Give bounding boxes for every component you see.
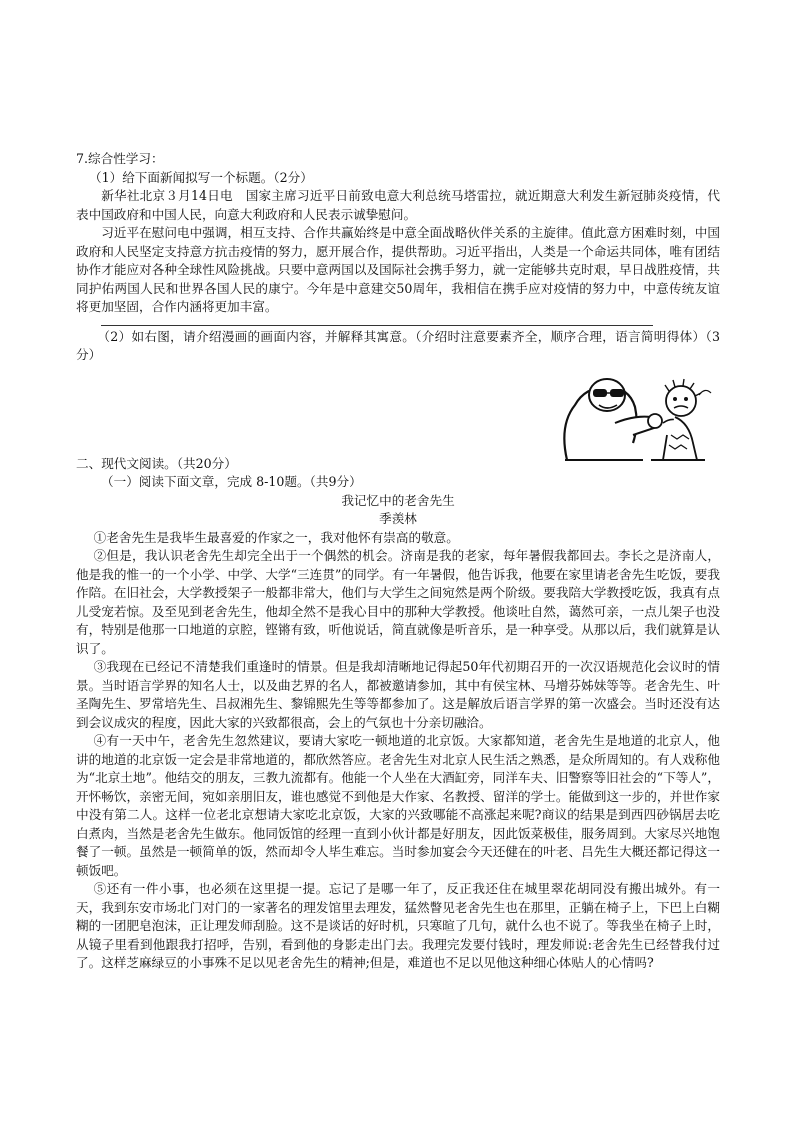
- exam-page: [76, 150, 720, 973]
- part2-heading: 二、现代文阅读。（共20分）: [76, 455, 237, 471]
- part2-subheading: （一）阅读下面文章，完成 8-10题。（共9分）: [101, 474, 362, 489]
- news-paragraph-2: 习近平在慰问电中强调，相互支持、合作共赢始终是中意全面战略伙伴关系的主旋律。值此意方困难时刻，中国政府和人民坚定支持意方抗击疫情的努力，愿开展合作，提供帮助。习近平指出，人类是一个命运共同体，唯有团结协作才能应对各种全球性风险挑战。只要中意两国以及国际社会携手努力，就一定能够共克时艰，早日战胜疫情，共同护佑两国人民和世界各国人民的康宁。今年是中意建交50周年，我相信在携手应对疫情的努力中，中意传统友谊将更加坚固，合作内涵将更加丰富。: [76, 225, 720, 314]
- article-paragraph-4: ④有一天中午，老舍先生忽然建议，要请大家吃一顿地道的北京饭。大家都知道，老舍先生是地道的北京人，他讲的地道的北京饭一定会是非常地道的，都欣然答应。老舍先生对北京人民生活之熟悉，是众所周知的。有人戏称他为“北京土地”。他结交的朋友，三教九流都有。他能一个人坐在大酒缸旁，同洋车夫、旧警察等旧社会的“下等人”，开怀畅饮，亲密无间，宛如亲朋旧友，谁也感觉不到他是大作家、名教授、留洋的学士。能做到这一步的，并世作家中没有第二人。这样一位老北京想请大家吃北京饭，大家的兴致哪能不高涨起来呢?商议的结果是到西四砂锅居去吃白煮肉，当然是老舍先生做东。他同饭馆的经理一直到小伙计都是好朋友，因此饭菜极佳，服务周到。大家尽兴地饱餐了一顿。虽然是一顿简单的饭，然而却令人毕生难忘。当时参加宴会今天还健在的叶老、吕先生大概还都记得这一顿饭吧。: [76, 733, 720, 878]
- article-paragraph-1: ①老舍先生是我毕生最喜爱的作家之一，我对他怀有崇高的敬意。: [93, 529, 459, 545]
- q7-heading: 7.综合性学习：: [76, 151, 164, 166]
- answer-line[interactable]: [101, 325, 653, 326]
- comic-arm-wrestling-image: [555, 365, 717, 465]
- article-author: 季羡林: [379, 511, 417, 526]
- article-title: 我记忆中的老舍先生: [341, 492, 455, 508]
- news-paragraph-1: 新华社北京３月14日电 国家主席习近平日前致电意大利总统马塔雷拉，就近期意大利发生新冠肺炎疫情，代表中国政府和中国人民，向意大利政府和人民表示诚挚慰问。: [76, 188, 720, 222]
- article-paragraph-5: ⑤还有一件小事，也必须在这里提一提。忘记了是哪一年了，反正我还住在城里翠花胡同没有搬出城外。有一天，我到东安市场北门对门的一家著名的理发馆里去理发，猛然瞥见老舍先生也在那里，正躺在椅子上，下巴上白糊糊的一团肥皂泡沫，正让理发师刮脸。这不是谈话的好时机，只寒暄了几句，就什么也不说了。等我坐在椅子上时，从镜子里看到他跟我打招呼，告别，看到他的身影走出门去。我理完发要付钱时，理发师说:老舍先生已经替我付过了。这样芝麻绿豆的小事殊不足以见老舍先生的精神;但是，难道也不足以见他这种细心体贴人的心情吗?: [76, 881, 720, 970]
- article-paragraph-3: ③我现在已经记不清楚我们重逢时的情景。但是我却清晰地记得起50年代初期召开的一次汉语规范化会议时的情景。当时语言学界的知名人士，以及曲艺界的名人，都被邀请参加，其中有侯宝林、马增芬姊妹等等。老舍先生、叶圣陶先生、罗常培先生、吕叔湘先生、黎锦熙先生等等都参加了。这是解放后语言学界的第一次盛会。当时还没有达到会议成灾的程度，因此大家的兴致都很高，会上的气氛也十分亲切融洽。: [76, 659, 720, 730]
- article-paragraph-2: ②但是，我认识老舍先生却完全出于一个偶然的机会。济南是我的老家，每年暑假我都回去。李长之是济南人，他是我的惟一的一个小学、中学、大学“三连贯”的同学。有一年暑假，他告诉我，他要在家里请老舍先生吃饭，要我作陪。在旧社会，大学教授架子一般都非常大，他们与大学生之间宛然是两个阶级。要我陪大学教授吃饭，我真有点儿受宠若惊。及至见到老舍先生，他却全然不是我心目中的那种大学教授。他谈吐自然，蔼然可亲，一点儿架子也没有，特别是他那一口地道的京腔，铿锵有致，听他说话，简直就像是听音乐，是一种享受。从那以后，我们就算是认识了。: [76, 548, 720, 656]
- q7-sub2: （2）如右图，请介绍漫画的画面内容，并解释其寓意。（介绍时注意要素齐全，顺序合理，语言简明得体）（3分）: [76, 328, 720, 362]
- q7-sub1: （1）给下面新闻拟写一个标题。（2分）: [89, 169, 313, 185]
